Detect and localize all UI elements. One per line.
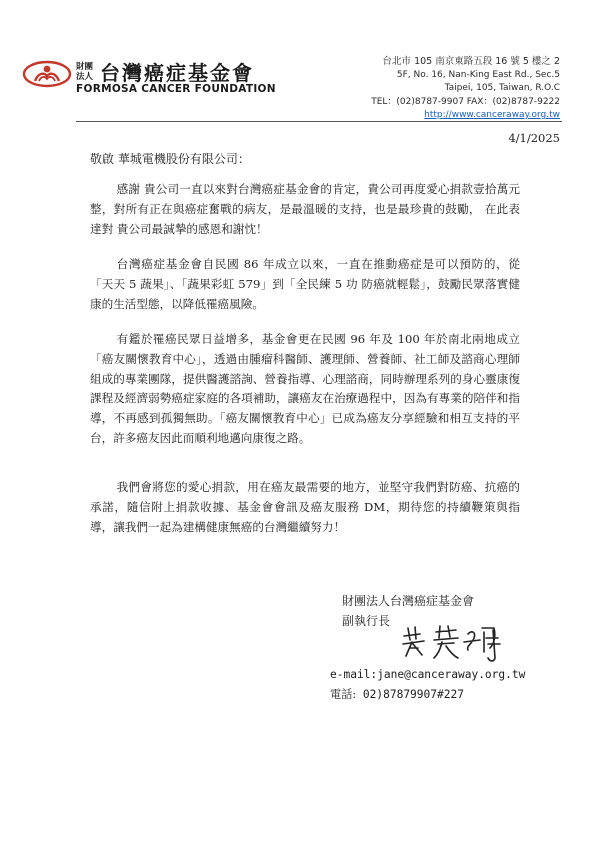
body-paragraph-3: 有鑑於罹癌民眾日益增多，基金會更在民國 96 年及 100 年於南北兩地成立「癌友關懷教育中心」，透過由腫瘤科醫師、護理師、營養師、社工師及諮商心理師組成的專業團隊，提供醫護諮詢、營養指導、心理諮商，同時辦理系列的身心靈康復課程及經濟弱勢癌症家庭的各項補助，讓癌友在治療過程中，因為有專業的陪伴和指導，不再感到孤獨無助。「癌友關懷教育中心」已成為癌友分享經驗和相互支持的平台，許多癌友因此而順利地邁向康復之路。: [90, 332, 520, 445]
phone-label: 電話:: [330, 688, 357, 701]
handwritten-signature: [398, 618, 518, 666]
contact-phone: [330, 686, 464, 702]
org-legal-type: 財團法人: [76, 62, 94, 82]
contact-email: [330, 668, 525, 681]
org-name-zh: 台灣癌症基金會: [100, 61, 254, 85]
signatory-title: 副執行長: [342, 614, 391, 628]
website-link[interactable]: http://www.canceraway.org.tw: [424, 110, 560, 120]
email-label: e-mail:: [330, 668, 378, 681]
letterhead-address-block: [371, 55, 560, 123]
address-en-line1: 5F, No. 16, Nan-King East Rd., Sec.5: [396, 69, 560, 80]
org-name-en: FORMOSA CANCER FOUNDATION: [76, 83, 276, 95]
body-paragraph-2: 台灣癌症基金會自民國 86 年成立以來，一直在推動癌症是可以預防的，從「天天 5 蔬果」、「蔬果彩虹 579」到「全民練 5 功 防癌就輕鬆」，鼓勵民眾落實健康的生活型態，以降低罹癌風險。: [90, 257, 520, 311]
letter-date: 4/1/2025: [508, 131, 560, 145]
tel-fax: TEL：(02)8787-9907 FAX：(02)8787-9222: [371, 96, 560, 107]
salutation: 敬啟 華城電機股份有限公司：: [90, 152, 250, 166]
email-address[interactable]: jane@canceraway.org.tw: [377, 668, 526, 681]
address-en-line2: Taipei, 105, Taiwan, R.O.C: [444, 83, 560, 93]
address-zh: 台北市 105 南京東路五段 16 號 5 樓之 2: [382, 56, 560, 67]
signatory-organization: 財團法人台灣癌症基金會: [342, 594, 475, 608]
body-paragraph-4: 我們會將您的愛心捐款，用在癌友最需要的地方，並堅守我們對防癌、抗癌的承諾，隨信附上捐款收據、基金會會訊及癌友服務 DM，期待您的持續鞭策與指導，讓我們一起為建構健康無癌的台灣繼續努力！: [90, 480, 520, 534]
body-paragraph-1: 感謝 貴公司一直以來對台灣癌症基金會的肯定，貴公司再度愛心捐款壹拾萬元整，對所有正在與癌症奮戰的病友，是最溫暖的支持，也是最珍貴的鼓勵， 在此表達對 貴公司最誠摯的感恩和謝忱！: [90, 182, 520, 236]
letterhead-divider: [76, 121, 562, 122]
foundation-logo: [22, 60, 72, 88]
phone-number: 02)87879907#227: [362, 688, 464, 701]
